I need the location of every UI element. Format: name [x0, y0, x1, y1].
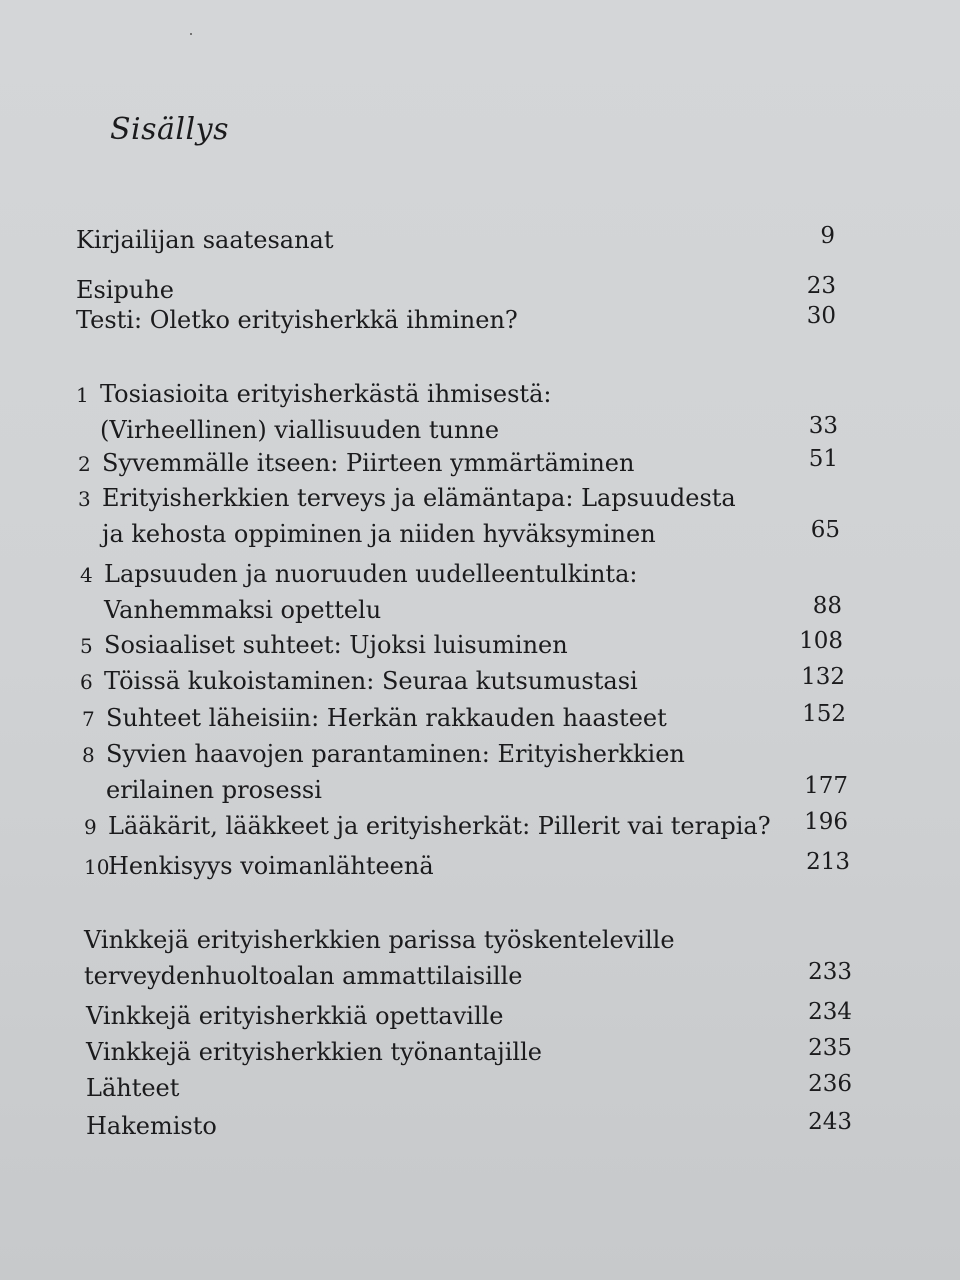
chapter-title: terveydenhuoltoalan ammattilaisille: [84, 962, 523, 990]
page-number: 132: [801, 664, 845, 690]
chapter-title: Vanhemmaksi opettelu: [104, 596, 382, 624]
page-number: 88: [812, 593, 842, 619]
page-number: 196: [804, 809, 848, 835]
page-number: 234: [808, 999, 852, 1025]
toc-entry-line: [82, 736, 685, 772]
chapter-number: 10: [84, 855, 110, 879]
page-number: 152: [802, 701, 846, 727]
page-number: 233: [808, 959, 852, 985]
page-number: 33: [808, 413, 838, 439]
toc-entry-line: [80, 663, 638, 699]
chapter-number: 6: [80, 670, 93, 694]
speck: [190, 33, 192, 35]
chapter-title: Lääkärit, lääkkeet ja erityisherkät: Pillerit vai terapia?: [108, 812, 771, 840]
page-number: 235: [808, 1035, 852, 1061]
page-number: 213: [806, 849, 850, 875]
chapter-number: 4: [80, 563, 93, 587]
toc-entry-line: [76, 302, 518, 338]
chapter-title: Syvemmälle itseen: Piirteen ymmärtäminen: [102, 449, 635, 477]
chapter-number: 3: [78, 487, 91, 511]
toc-heading: Sisällys: [110, 112, 229, 147]
chapter-title: Hakemisto: [86, 1112, 217, 1140]
toc-entry-line: [76, 412, 499, 448]
page-number: 30: [806, 303, 836, 329]
page-number: 177: [804, 773, 848, 799]
page-number: 236: [808, 1071, 852, 1097]
chapter-title: Kirjailijan saatesanat: [76, 226, 334, 254]
chapter-title: Vinkkejä erityisherkkien parissa työskenteleville: [84, 926, 675, 954]
chapter-number: 7: [82, 707, 95, 731]
chapter-title: (Virheellinen) viallisuuden tunne: [100, 416, 500, 444]
chapter-title: Sosiaaliset suhteet: Ujoksi luisuminen: [104, 631, 568, 659]
chapter-number: 5: [80, 634, 93, 658]
toc-entry-line: [84, 808, 771, 844]
toc-entry-line: [86, 998, 504, 1034]
chapter-title: Vinkkejä erityisherkkien työnantajille: [86, 1038, 542, 1066]
toc-entry-line: [76, 376, 551, 412]
chapter-number: 1: [76, 383, 89, 407]
toc-entry-line: [84, 922, 675, 958]
page-number: 108: [799, 628, 843, 654]
chapter-number: 2: [78, 452, 91, 476]
page-number: 51: [808, 446, 838, 472]
chapter-title: Tosiasioita erityisherkästä ihmisestä:: [100, 380, 552, 408]
toc-entry-line: [86, 1034, 542, 1070]
chapter-title: Syvien haavojen parantaminen: Erityisherkkien: [106, 740, 685, 768]
chapter-title: Töissä kukoistaminen: Seuraa kutsumustasi: [104, 667, 638, 695]
toc-entry-line: [80, 592, 381, 628]
chapter-title: Suhteet läheisiin: Herkän rakkauden haasteet: [106, 704, 667, 732]
chapter-title: Vinkkejä erityisherkkiä opettaville: [86, 1002, 504, 1030]
chapter-title: Henkisyys voimanlähteenä: [108, 852, 434, 880]
toc-entry-line: [80, 627, 568, 663]
page-number: 65: [810, 517, 840, 543]
toc-entry-line: [84, 958, 522, 994]
chapter-title: Testi: Oletko erityisherkkä ihminen?: [76, 306, 518, 334]
toc-entry-line: [78, 480, 736, 516]
toc-entry-line: [86, 1070, 179, 1106]
chapter-title: Esipuhe: [76, 276, 174, 304]
toc-entry-line: [84, 848, 434, 884]
chapter-title: Lähteet: [86, 1074, 180, 1102]
page-number: 243: [808, 1109, 852, 1135]
toc-entry-line: [80, 556, 637, 592]
toc-entry-line: [78, 445, 634, 481]
chapter-title: erilainen prosessi: [106, 776, 322, 804]
chapter-number: 8: [82, 743, 95, 767]
toc-entry-line: [86, 1108, 217, 1144]
chapter-title: Erityisherkkien terveys ja elämäntapa: Lapsuudesta: [102, 484, 736, 512]
toc-entry-line: [78, 516, 656, 552]
toc-entry-line: [76, 222, 334, 258]
chapter-title: Lapsuuden ja nuoruuden uudelleentulkinta:: [104, 560, 638, 588]
page-number: 23: [806, 273, 836, 299]
toc-entry-line: [82, 700, 667, 736]
toc-entry-line: [82, 772, 322, 808]
chapter-number: 9: [84, 815, 97, 839]
chapter-title: ja kehosta oppiminen ja niiden hyväksyminen: [102, 520, 656, 548]
page-number: 9: [820, 223, 835, 249]
